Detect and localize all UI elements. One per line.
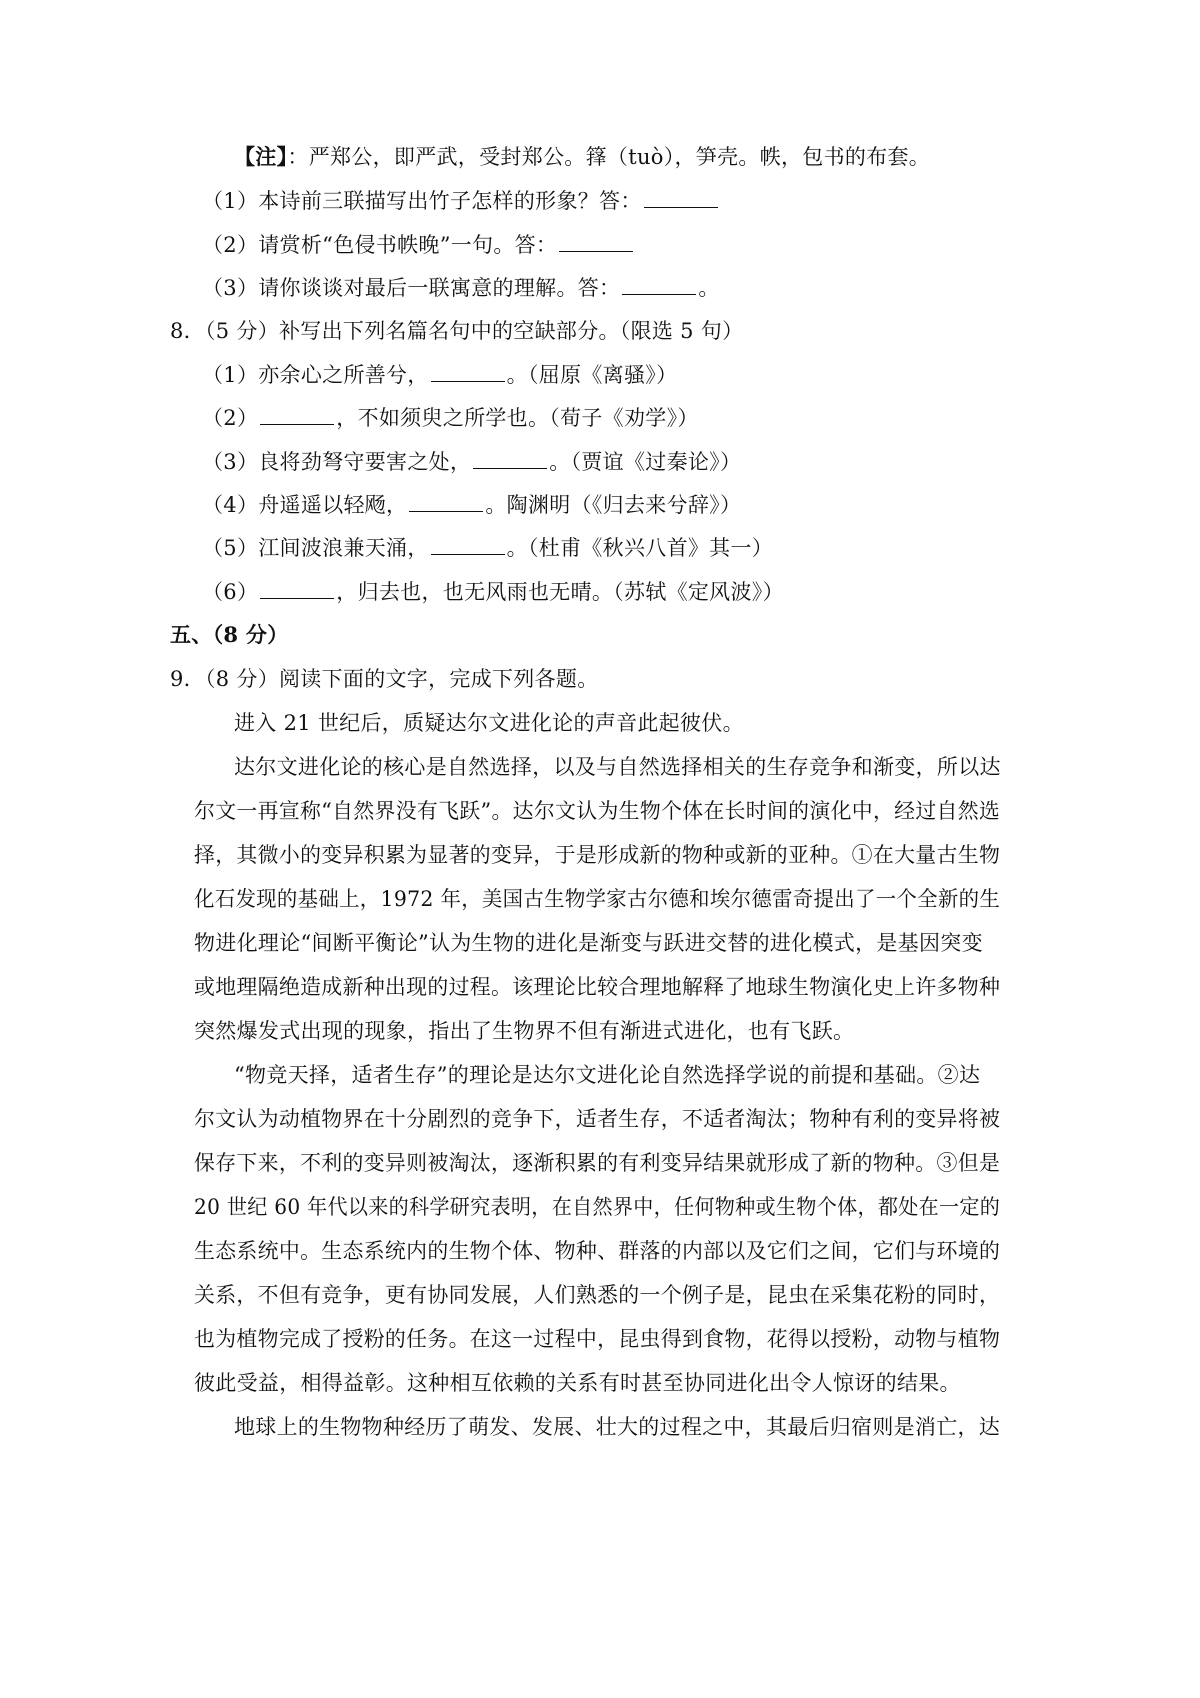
passage-line: 关系，不但有竞争，更有协同发展，人们熟悉的一个例子是，昆虫在采集花粉的同时， [194, 1283, 1001, 1307]
passage-line: 彼此受益，相得益彰。这种相互依赖的关系有时甚至协同进化出令人惊讶的结果。 [194, 1371, 961, 1395]
q7-sub1: （1）本诗前三联描写出竹子怎样的形象？答： [202, 186, 720, 216]
passage-para1: 进入 21 世纪后，质疑达尔文进化论的声音此起彼伏。 [234, 711, 744, 735]
passage-line: 化石发现的基础上，1972 年，美国古生物学家古尔德和埃尔德雷奇提出了一个全新的生 [194, 887, 1001, 911]
note-line [234, 142, 930, 172]
q8-item-1: （1）亦余心之所善兮， 。（屈原《离骚》） [202, 363, 678, 387]
answer-blank[interactable] [622, 274, 696, 295]
answer-blank[interactable] [260, 578, 334, 599]
passage-line: 保存下来，不利的变异则被淘汰，逐渐积累的有利变异结果就形成了新的物种。③但是 [194, 1151, 1001, 1175]
passage-line: 达尔文进化论的核心是自然选择，以及与自然选择相关的生存竞争和渐变，所以达 [234, 755, 1001, 779]
note-label: 【注】 [234, 144, 288, 169]
answer-blank[interactable] [431, 361, 505, 382]
answer-blank[interactable] [409, 491, 483, 512]
q8-item-5: （5）江间波浪兼天涌， 。（杜甫《秋兴八首》其一） [202, 536, 774, 560]
answer-blank[interactable] [431, 534, 505, 555]
q8-item-2: （2） ，不如须臾之所学也。（荀子《劝学》） [202, 406, 699, 430]
passage-line: 突然爆发式出现的现象，指出了生物界不但有渐进式进化，也有飞跃。 [194, 1019, 855, 1043]
passage-line: 地球上的生物物种经历了萌发、发展、壮大的过程之中，其最后归宿则是消亡，达 [234, 1415, 1001, 1439]
note-text: ：严郑公，即严武，受封郑公。箨（tuò），笋壳。帙，包书的布套。 [287, 145, 931, 169]
q7-sub2: （2）请赏析“色侵书帙晚”一句。答： [202, 230, 635, 260]
q8-stem: 8．（5 分）补写出下列名篇名句中的空缺部分。（限选 5 句） [170, 319, 744, 343]
q8-item-4: （4）舟遥遥以轻飏， 。陶渊明（《归去来兮辞》） [202, 493, 742, 517]
q7-sub3: （3）请你谈谈对最后一联寓意的理解。答： 。 [202, 276, 720, 300]
passage-line: 物进化理论“间断平衡论”认为生物的进化是渐变与跃进交替的进化模式，是基因突变 [194, 931, 983, 955]
answer-blank[interactable] [473, 448, 547, 469]
passage-line: 尔文一再宣称“自然界没有飞跃”。达尔文认为生物个体在长时间的演化中，经过自然选 [194, 799, 1001, 823]
passage-line: 尔文认为动植物界在十分剧烈的竞争下，适者生存，不适者淘汰；物种有利的变异将被 [194, 1107, 1001, 1131]
answer-blank[interactable] [260, 404, 334, 425]
passage-line: 或地理隔绝造成新种出现的过程。该理论比较合理地解释了地球生物演化史上许多物种 [194, 975, 1001, 999]
answer-blank[interactable] [644, 187, 718, 208]
answer-blank[interactable] [559, 231, 633, 252]
passage-line: 也为植物完成了授粉的任务。在这一过程中，昆虫得到食物，花得以授粉，动物与植物 [194, 1327, 1001, 1351]
q9-stem: 9．（8 分）阅读下面的文字，完成下列各题。 [170, 667, 599, 691]
passage-line: 生态系统中。生态系统内的生物个体、物种、群落的内部以及它们之间，它们与环境的 [194, 1239, 1001, 1263]
q8-item-3: （3）良将劲弩守要害之处， 。（贾谊《过秦论》） [202, 450, 742, 474]
passage-line: 20 世纪 60 年代以来的科学研究表明，在自然界中，任何物种或生物个体，都处在一定的 [194, 1195, 1001, 1219]
q8-item-6: （6） ，归去也，也无风雨也无晴。（苏轼《定风波》） [202, 580, 784, 604]
passage-line: “物竞天择，适者生存”的理论是达尔文进化论自然选择学说的前提和基础。②达 [234, 1063, 981, 1087]
section-heading: 五、（8 分） [170, 622, 289, 647]
passage-line: 择，其微小的变异积累为显著的变异，于是形成新的物种或新的亚种。①在大量古生物 [194, 843, 1001, 867]
